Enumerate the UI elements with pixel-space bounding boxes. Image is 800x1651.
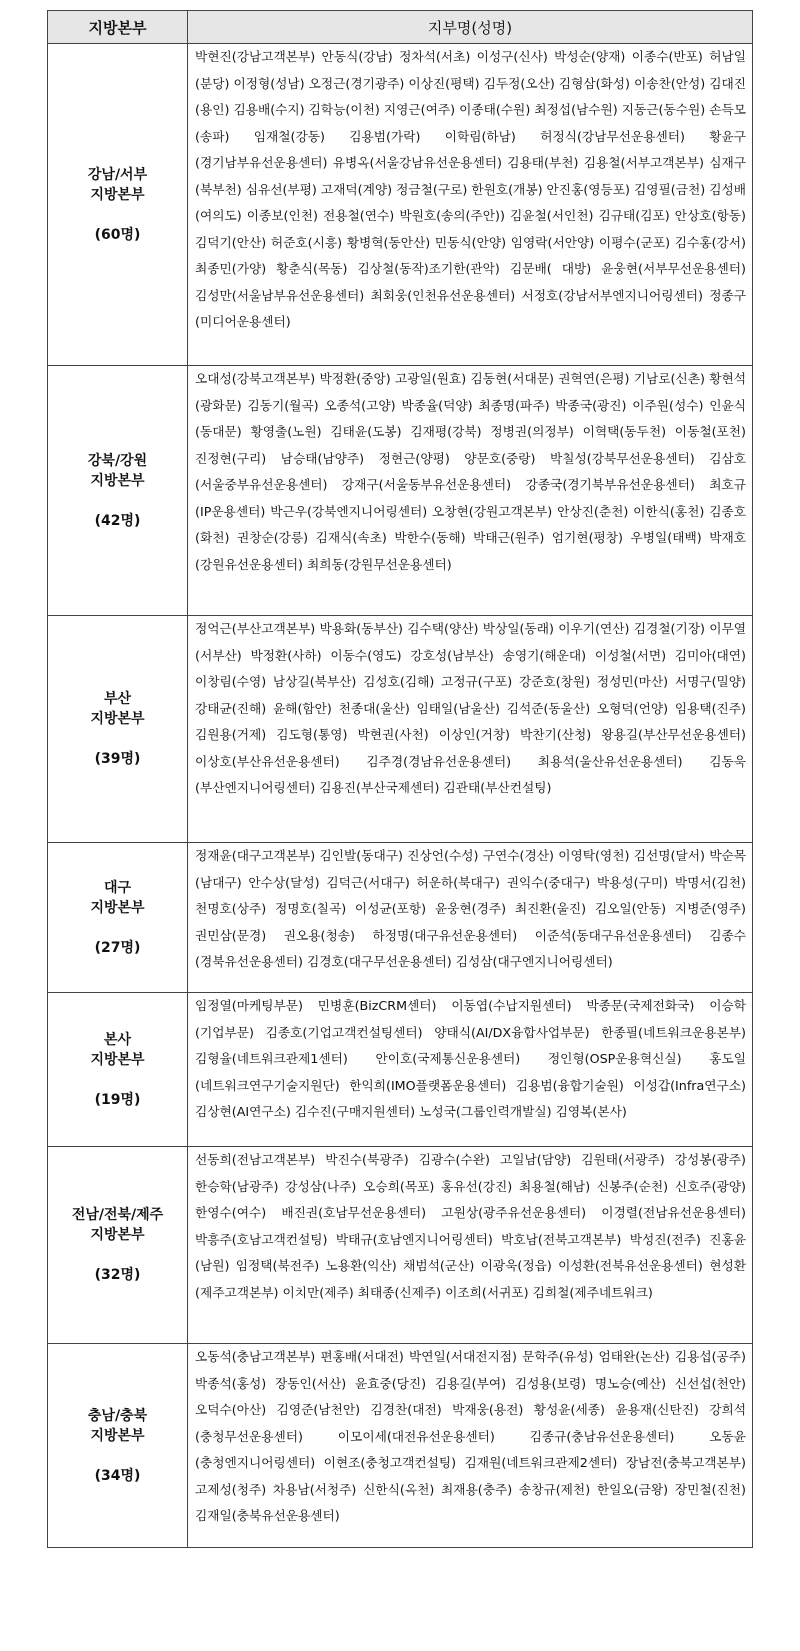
region-count: (34명)	[94, 1467, 141, 1484]
members-cell: 박현진(강남고객본부) 안동식(강남) 정차석(서초) 이성구(신사) 박성순(양재) 이종수(반포) 허남일(분당) 이정형(성남) 오정근(경기광주) 이상진(평택) 김두정(오산) 김형삼(화성) 이송찬(안성) 김대진(용인) 김용배(수지) 김학능(이천) 지영근(여주) 이종태(수원) 최정섭(남수원) 지동근(동수원) 손득모(송파) 임재철(강동) 김용범(가락) 이학림(하남) 허정식(강남무선운용센터) 황윤구(경기남부유선운용센터) 유병옥(서울강남유선운용센터) 김용태(부천) 김용철(서부고객본부) 심재구(북부천) 심유선(부평) 고재덕(계양) 정금철(구로) 한원호(개봉) 안진홍(영등포) 김영필(금천) 김성배(여의도) 이종보(인천) 전용철(연수) 박원호(송의(주안)) 김윤철(서인천) 김규태(김포) 안상호(항동) 김덕기(안산) 허준호(시흥) 황병혁(동안산) 민동식(안양) 임영락(서안양) 이평수(군포) 김수홍(강서) 최종민(가양) 황춘식(목동) 김상철(동작)조기한(관악) 김문배( 대방) 윤웅현(서부무선운용센터) 김성만(서울남부유선운용센터) 최회웅(인천유선운용센터) 서정호(강남서부엔지니어링센터) 정종구(미디어운용센터)	[188, 44, 753, 366]
region-cell	[48, 366, 188, 616]
region-suffix: 지방본부	[90, 1051, 145, 1068]
region-suffix: 지방본부	[90, 1427, 145, 1444]
table-row	[48, 616, 753, 843]
table-row	[48, 843, 753, 993]
region-count: (42명)	[94, 512, 141, 529]
region-name: 강북/강원	[87, 452, 148, 469]
region-count: (60명)	[94, 226, 141, 243]
region-name: 대구	[103, 879, 132, 896]
region-cell	[48, 1344, 188, 1548]
region-suffix: 지방본부	[90, 899, 145, 916]
region-name: 부산	[103, 691, 132, 707]
table-row	[48, 44, 753, 366]
region-count: (39명)	[94, 751, 141, 767]
region-name: 본사	[103, 1031, 132, 1048]
region-cell	[48, 1147, 188, 1344]
members-cell: 임정열(마케팅부문) 민병훈(BizCRM센터) 이동엽(수납지원센터) 박종문(국제전화국) 이승학(기업부문) 김종호(기업고객컨설팅센터) 양태식(AI/DX융합사업부문) 한종필(네트워크운용본부) 김형율(네트워크관제1센터) 안이호(국제통신운용센터) 정인형(OSP운용혁신실) 홍도일(네트워크연구기술지원단) 한익희(IMO플랫폼운용센터) 김용범(융합기술원) 이성갑(Infra연구소) 김상현(AI연구소) 김수진(구매지원센터) 노성국(그룹인력개발실) 김영복(본사)	[188, 993, 753, 1147]
region-count: (19명)	[94, 1091, 141, 1108]
table-row	[48, 1344, 753, 1548]
region-name: 강남/서부	[87, 166, 148, 183]
region-suffix: 지방본부	[90, 711, 145, 727]
members-cell: 선동희(전남고객본부) 박진수(북광주) 김광수(수완) 고일남(담양) 김원태(서광주) 강성봉(광주) 한승학(남광주) 강성삼(나주) 오승희(목포) 홍유선(강진) 최용철(해남) 신봉주(순천) 신호주(광양) 한영수(여수) 배진권(호남무선운용센터) 고원상(광주유선운용센터) 이경렬(전남유선운용센터) 박흥주(호남고객컨설팅) 박태규(호남엔지니어링센터) 박호남(전북고객본부) 박성진(전주) 진홍윤(남원) 임정택(북전주) 노용환(익산) 채범석(군산) 이광욱(정읍) 이성환(전북유선운용센터) 현성환(제주고객본부) 이치만(제주) 최태종(신제주) 이조희(서귀포) 김희철(제주네트워크)	[188, 1147, 753, 1344]
table-row	[48, 993, 753, 1147]
region-suffix: 지방본부	[90, 472, 145, 489]
region-name: 충남/충북	[87, 1407, 148, 1424]
members-cell: 정억근(부산고객본부) 박용화(동부산) 김수택(양산) 박상일(동래) 이우기(연산) 김경철(기장) 이무열(서부산) 박정환(사하) 이동수(영도) 강호성(남부산) 송영기(해운대) 이성철(서면) 김미아(대연) 이창림(수영) 남상길(북부산) 김성호(김해) 고정규(구포) 강준호(창원) 정성민(마산) 서명구(밀양) 강태균(진해) 윤해(함안) 천종대(울산) 임태일(남울산) 김석준(동울산) 오형덕(언양) 임용택(진주) 김원용(거제) 김도형(통영) 박현권(사천) 이상인(거창) 박찬기(산청) 왕용길(부산무선운용센터) 이상호(부산유선운용센터) 김주경(경남유선운용센터) 최용석(울산유선운용센터) 김동욱(부산엔지니어링센터) 김용진(부산국제센터) 김관태(부산컨설팅)	[188, 616, 753, 843]
region-suffix: 지방본부	[90, 1227, 145, 1243]
header-members: 지부명(성명)	[188, 11, 753, 44]
header-region: 지방본부	[48, 11, 188, 44]
region-cell	[48, 993, 188, 1147]
table-header-row	[48, 11, 753, 44]
region-cell	[48, 44, 188, 366]
members-cell: 오동석(충남고객본부) 편홍배(서대전) 박연일(서대전지점) 문학주(유성) 엄태완(논산) 김용섭(공주) 박종석(홍성) 장동인(서산) 윤효중(당진) 김용길(부여) 김성용(보령) 명노승(예산) 신선섭(천안) 오덕수(아산) 김영준(남천안) 김경찬(대전) 박재웅(용전) 황성윤(세종) 윤용재(신탄진) 강희석(충청무선운용센터) 이모이세(대전유선운용센터) 김종규(충남유선운용센터) 오동윤(충청엔지니어링센터) 이현조(충청고객컨설팅) 김재원(네트워크관제2센터) 장남전(충북고객본부) 고제성(청주) 차용남(서청주) 신한식(옥천) 최재용(충주) 송창규(제천) 한일오(금왕) 장민철(진천) 김재일(충북유선운용센터)	[188, 1344, 753, 1548]
region-name: 전남/전북/제주	[71, 1207, 164, 1223]
region-cell	[48, 843, 188, 993]
region-count: (32명)	[94, 1267, 141, 1283]
region-cell	[48, 616, 188, 843]
region-count: (27명)	[94, 939, 141, 956]
region-suffix: 지방본부	[90, 186, 145, 203]
table-row	[48, 366, 753, 616]
members-cell: 정재윤(대구고객본부) 김인발(동대구) 진상언(수성) 구연수(경산) 이영탁(영천) 김선명(달서) 박순목(남대구) 안수상(달성) 김덕근(서대구) 허운하(북대구) 권익수(중대구) 박용성(구미) 박명서(김천) 천명호(상주) 정명호(칠곡) 이성균(포항) 윤웅현(경주) 최진환(울진) 김오일(안동) 지병준(영주) 권민삼(문경) 권오용(청송) 하정명(대구유선운용센터) 이준석(동대구유선운용센터) 김종수(경북유선운용센터) 김경호(대구무선운용센터) 김성삼(대구엔지니어링센터)	[188, 843, 753, 993]
members-cell: 오대성(강북고객본부) 박정환(중앙) 고광일(원효) 김동현(서대문) 권혁연(은평) 기남로(신촌) 황현석(광화문) 김동기(월곡) 오종석(고양) 박종율(덕양) 최종명(파주) 박종국(광진) 이주원(성수) 인윤식(동대문) 황영출(노원) 김태윤(도봉) 김재평(강북) 정병권(의정부) 이혁택(동두천) 이동철(포천) 진정현(구리) 남승태(남양주) 정현근(양평) 양문호(중랑) 박칠성(강북무선운용센터) 김삼호(서울중부유선운용센터) 강재구(서울동부유선운용센터) 강종국(경기북부유선운용센터) 최호규(IP운용센터) 박근우(강북엔지니어링센터) 오창현(강원고객본부) 안상진(춘천) 이한식(홍천) 김종호(화천) 권창순(강릉) 김재식(속초) 박한수(동해) 박태근(원주) 엄기현(평창) 우병일(태백) 박재호(강원유선운용센터) 최희동(강원무선운용센터)	[188, 366, 753, 616]
roster-table	[47, 10, 753, 1548]
table-row	[48, 1147, 753, 1344]
